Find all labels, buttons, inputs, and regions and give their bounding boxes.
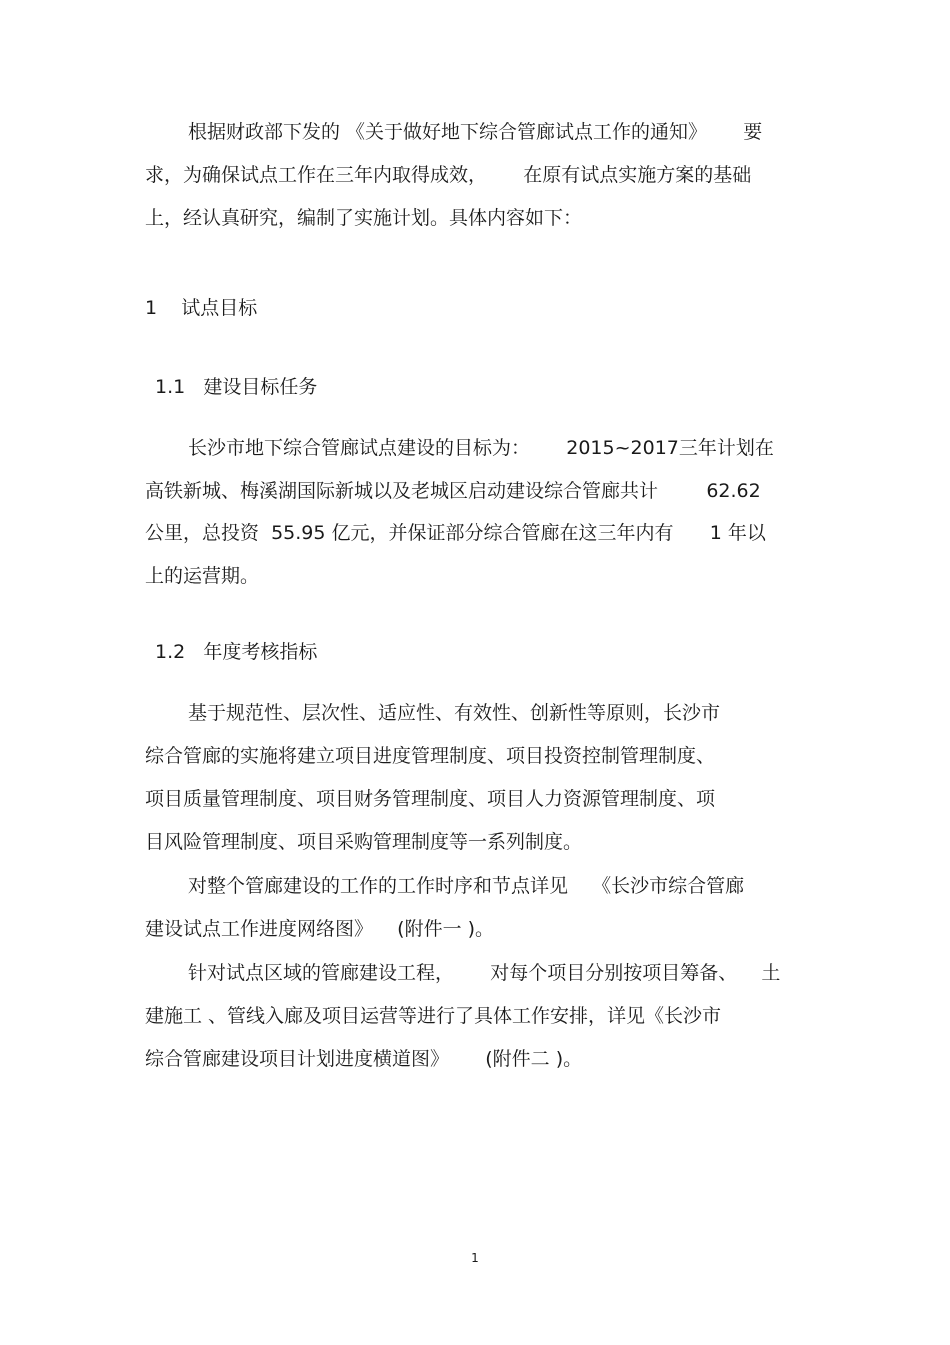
- intro-line-2: 求，为确保试点工作在三年内取得成效， 在原有试点实施方案的基础: [145, 164, 752, 186]
- section-1-2-heading: 1.2 年度考核指标: [155, 641, 318, 663]
- section-1-2-para1-line-2: 综合管廊的实施将建立项目进度管理制度、项目投资控制管理制度、: [145, 745, 716, 767]
- section-1-2-para1-line-4: 目风险管理制度、项目采购管理制度等一系列制度。: [145, 831, 583, 853]
- intro-line-3: 上，经认真研究，编制了实施计划。具体内容如下：: [145, 207, 583, 229]
- section-1-2-para3-line-3: 综合管廊建设项目计划进度横道图》 (附件二 )。: [145, 1048, 583, 1070]
- section-1-2-para2-line-2: 建设试点工作进度网络图》 (附件一 )。: [145, 918, 495, 940]
- section-1-2-para3-line-1: 针对试点区域的管廊建设工程， 对每个项目分别按项目筹备、 土: [188, 962, 781, 984]
- section-1-1-line-2: 高铁新城、梅溪湖国际新城以及老城区启动建设综合管廊共计 62.62: [145, 480, 761, 502]
- section-1-1-line-4: 上的运营期。: [145, 565, 260, 587]
- section-1-2-para1-line-3: 项目质量管理制度、项目财务管理制度、项目人力资源管理制度、项: [145, 788, 716, 810]
- section-1-2-para3-line-2: 建施工 、管线入廊及项目运营等进行了具体工作安排，详见《长沙市: [145, 1005, 722, 1027]
- section-1-1-line-3: 公里，总投资 55.95 亿元，并保证部分综合管廊在这三年内有 1 年以: [145, 522, 766, 544]
- section-1-1-heading: 1.1 建设目标任务: [155, 376, 318, 398]
- section-1-2-para2-line-1: 对整个管廊建设的工作的工作时序和节点详见 《长沙市综合管廊: [188, 875, 745, 897]
- intro-line-1: 根据财政部下发的 《关于做好地下综合管廊试点工作的通知》 要: [188, 121, 763, 143]
- section-1-2-para1-line-1: 基于规范性、层次性、适应性、有效性、创新性等原则，长沙市: [188, 702, 721, 724]
- section-1-1-line-1: 长沙市地下综合管廊试点建设的目标为： 2015~2017三年计划在: [188, 437, 774, 459]
- page-number: 1: [471, 1251, 479, 1265]
- section-1-heading: 1 试点目标: [145, 297, 258, 319]
